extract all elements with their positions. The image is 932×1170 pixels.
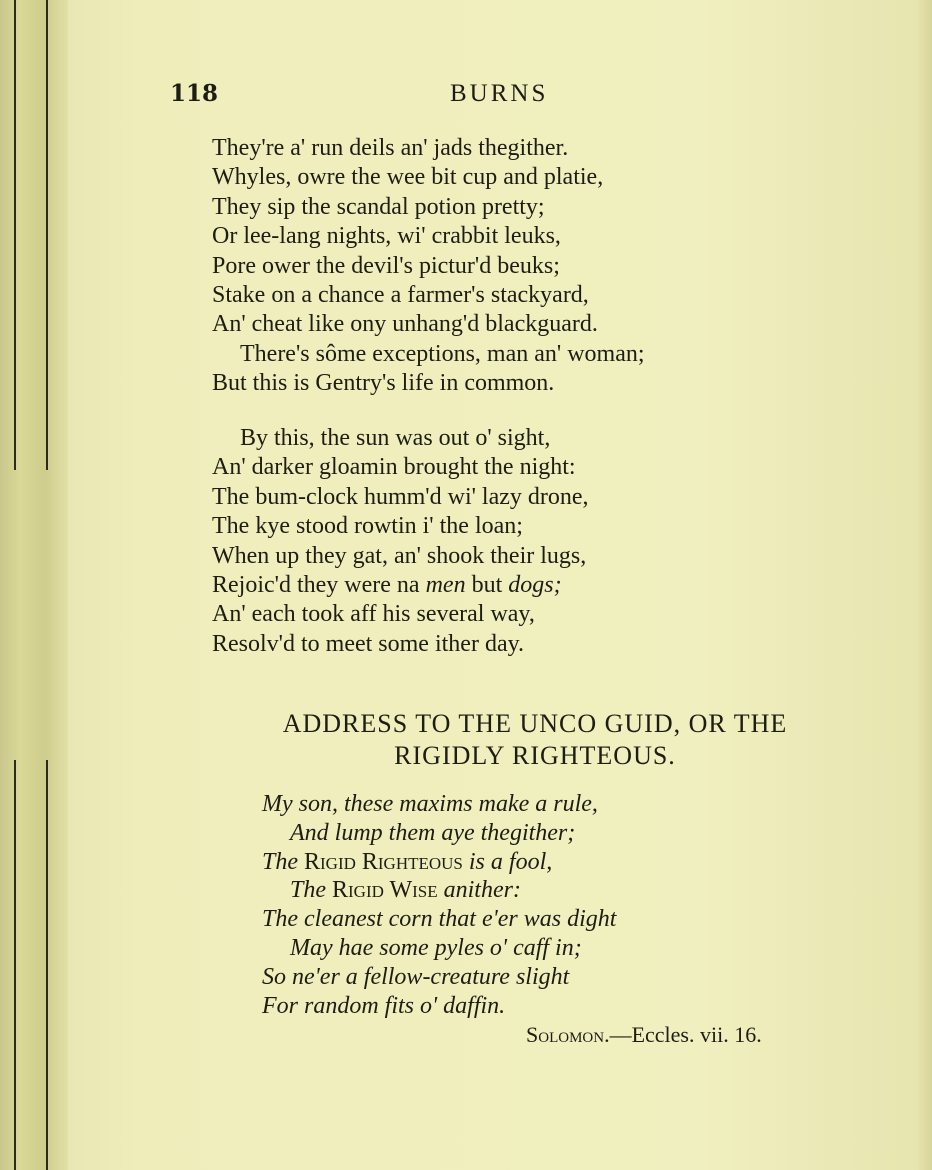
poem-title-line-2: RIGIDLY RIGHTEOUS. (394, 741, 676, 770)
epigraph-attribution (526, 1022, 762, 1048)
verse-line: The kye stood rowtin i' the loan; (212, 513, 523, 540)
verse-text: but (465, 571, 509, 598)
verse-line: An' darker gloamin brought the night: (212, 454, 576, 481)
epigraph-text: The (262, 848, 304, 875)
epigraph (262, 790, 616, 1020)
stanza-2 (212, 424, 589, 659)
verse-line: The bum-clock humm'd wi' lazy drone, (212, 483, 589, 510)
verse-line: Pore ower the devil's pictur'd beuks; (212, 252, 560, 279)
verse-line: When up they gat, an' shook their lugs, (212, 542, 587, 569)
italic-word: dogs; (508, 571, 562, 598)
italic-word: men (425, 571, 466, 598)
poem-title (215, 708, 855, 772)
epigraph-line: For random fits o' daffin. (262, 992, 506, 1019)
epigraph-line: And lump them aye thegither; (290, 819, 576, 846)
attribution-author: Solomon (526, 1022, 605, 1047)
epigraph-text: is a fool, (462, 848, 553, 875)
verse-text: Rejoic'd they were na (212, 571, 426, 598)
epigraph-line: My son, these maxims make a rule, (262, 791, 598, 817)
verse-line: Resolv'd to meet some ither day. (212, 630, 525, 657)
running-head: BURNS (450, 80, 549, 107)
verse-line: They sip the scandal potion pretty; (212, 193, 545, 220)
verse-line: By this, the sun was out o' sight, (240, 425, 551, 451)
epigraph-line: The cleanest corn that e'er was dight (262, 906, 617, 933)
epigraph-line (262, 876, 616, 905)
page-header (170, 80, 870, 114)
verse-line (212, 571, 589, 600)
poem-title-line-1: ADDRESS TO THE UNCO GUID, OR THE (282, 709, 788, 738)
small-caps-text: Rigid Righteous (304, 848, 463, 875)
verse-line: There's sôme exceptions, man an' woman; (240, 340, 645, 367)
small-caps-text: Rigid Wise (332, 877, 438, 904)
verse-line: Or lee-lang nights, wi' crabbit leuks, (212, 223, 561, 250)
verse-line: An' cheat like ony unhang'd blackguard. (212, 311, 598, 338)
epigraph-line (262, 848, 616, 877)
book-spine (0, 0, 68, 1170)
verse-line: An' each took aff his several way, (212, 601, 535, 628)
epigraph-line: So ne'er a fellow-creature slight (262, 963, 570, 990)
verse-line: Whyles, owre the wee bit cup and platie, (212, 164, 604, 191)
epigraph-text: anither: (437, 877, 521, 904)
page-edge (918, 0, 932, 1170)
stanza-1 (212, 134, 645, 399)
attribution-source: .—Eccles. vii. 16. (604, 1022, 762, 1047)
epigraph-line: May hae some pyles o' caff in; (290, 934, 582, 961)
verse-line: Stake on a chance a farmer's stackyard, (212, 281, 589, 308)
epigraph-text: The (290, 877, 332, 904)
verse-line: But this is Gentry's life in common. (212, 370, 555, 397)
page-number: 118 (170, 80, 219, 107)
verse-line: They're a' run deils an' jads thegither. (212, 135, 569, 161)
